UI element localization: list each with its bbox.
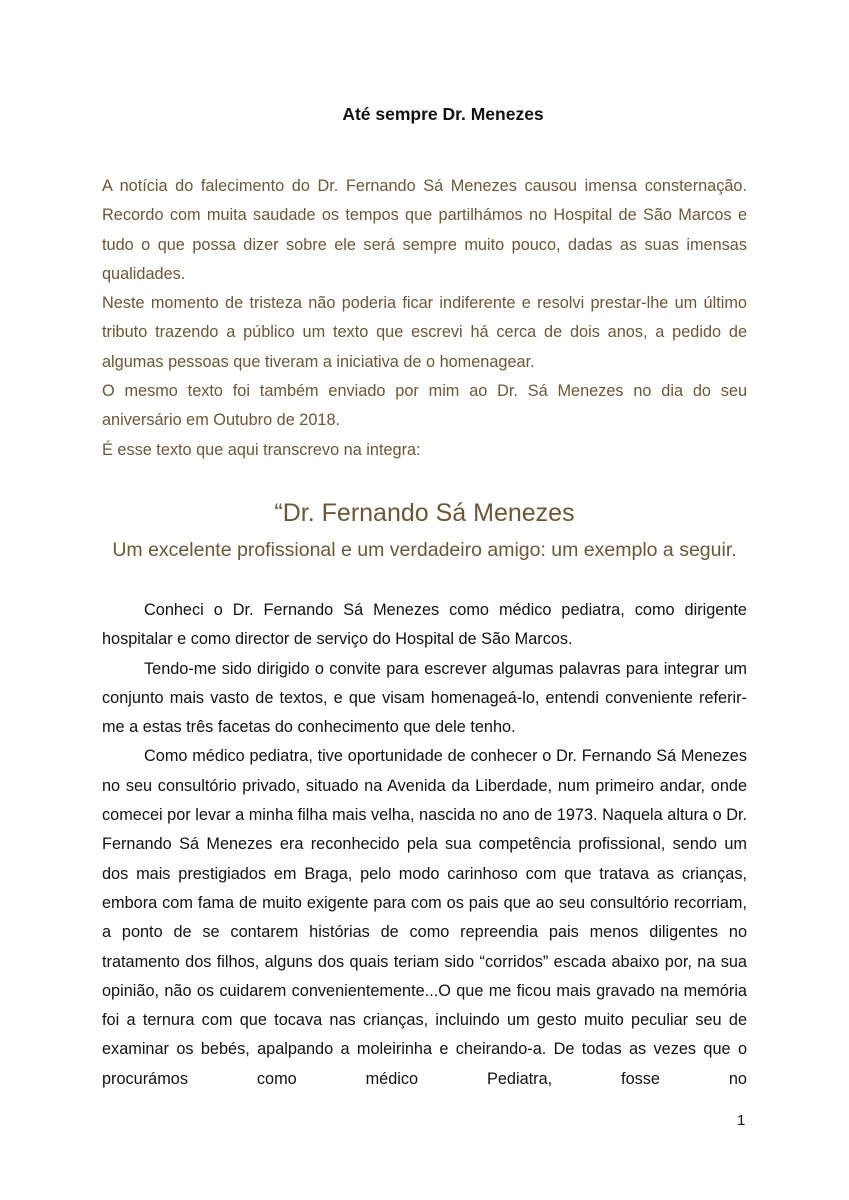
article-heading: “Dr. Fernando Sá Menezes <box>274 499 575 527</box>
intro-paragraph: A notícia do falecimento do Dr. Fernando Sá Menezes causou imensa consternação. Recordo com muita saudade os tempos que partilhámos no Hospital de São Marcos e tudo o que possa dizer sobre ele será sempre muito pouco, dadas as suas imensas qualidades. <box>102 177 747 283</box>
article-body <box>102 596 747 1094</box>
intro-paragraph: É esse texto que aqui transcrevo na integra: <box>102 440 421 459</box>
page-title: Até sempre Dr. Menezes <box>342 104 544 124</box>
body-paragraph: Tendo-me sido dirigido o convite para escrever algumas palavras para integrar um conjunto mais vasto de textos, e que visam homenageá-lo, entendi conveniente referir-me a estas três facetas do conhecimento que dele tenho. <box>102 659 747 737</box>
intro-paragraph: O mesmo texto foi também enviado por mim ao Dr. Sá Menezes no dia do seu aniversário em Outubro de 2018. <box>102 382 747 430</box>
intro-paragraph: Neste momento de tristeza não poderia ficar indiferente e resolvi prestar-lhe um último tributo trazendo a público um texto que escrevi há cerca de dois anos, a pedido de algumas pessoas que tiveram a iniciativa de o homenagear. <box>102 294 747 371</box>
page-number: 1 <box>737 1112 746 1129</box>
body-paragraph: Conheci o Dr. Fernando Sá Menezes como médico pediatra, como dirigente hospitalar e como director de serviço do Hospital de São Marcos. <box>102 601 747 649</box>
body-paragraph: Como médico pediatra, tive oportunidade de conhecer o Dr. Fernando Sá Menezes no seu consultório privado, situado na Avenida da Liberdade, num primeiro andar, onde comecei por levar a minha filha mais velha, nascida no ano de 1973. Naquela altura o Dr. Fernando Sá Menezes era reconhecido pela sua competência profissional, sendo um dos mais prestigiados em Braga, pelo modo carinhoso com que tratava as crianças, embora com fama de muito exigente para com os pais que ao seu consultório recorriam, a ponto de se contarem histórias de como repreendia pais menos diligentes no tratamento dos filhos, alguns dos quais teriam sido “corridos” escada abaixo por, na sua opinião, não os cuidarem convenientemente...O que me ficou mais gravado na memória foi a ternura com que tocava nas crianças, incluindo um gesto muito peculiar seu de examinar os bebés, apalpando a moleirinha e cheirando-a. De todas as vezes que o procurámos como médico Pediatra, fosse no <box>102 747 747 1088</box>
article-subheading: Um excelente profissional e um verdadeiro amigo: um exemplo a seguir. <box>112 539 737 561</box>
intro-section <box>102 172 747 465</box>
